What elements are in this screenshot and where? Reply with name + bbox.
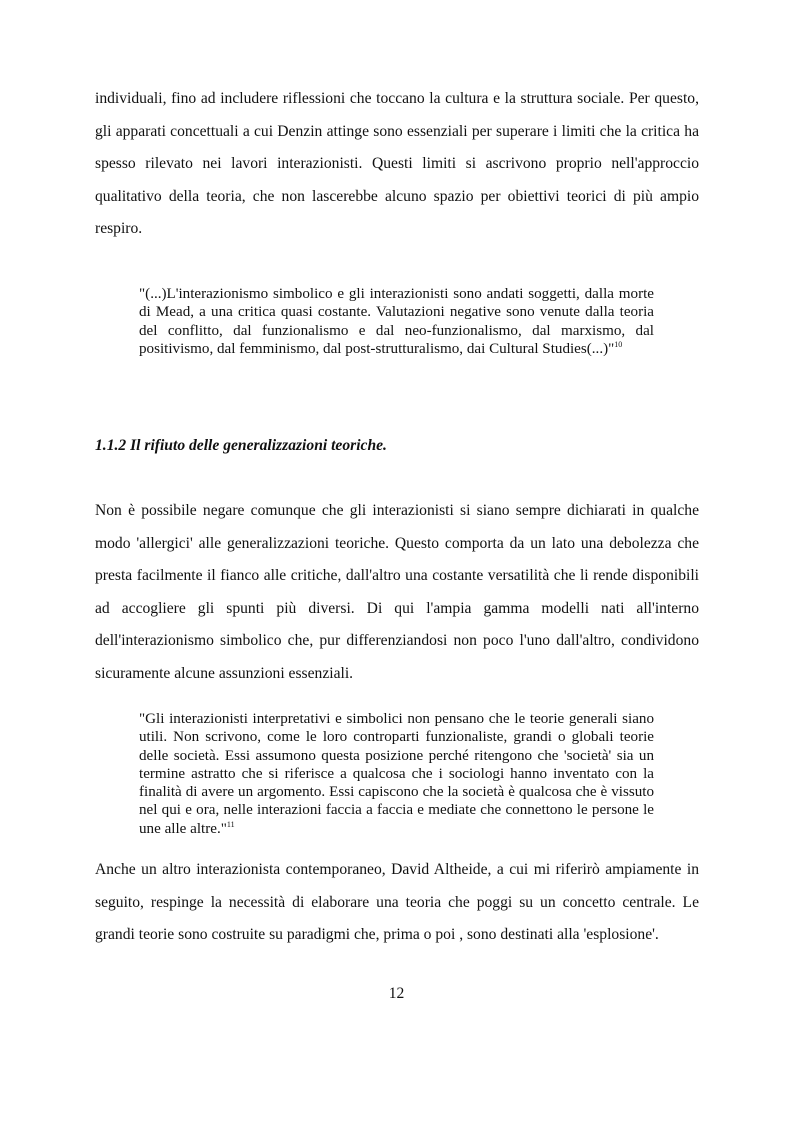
block-quote — [139, 710, 654, 838]
block-quote-text: "Gli interazionisti interpretativi e simbolici non pensano che le teorie generali siano utili. Non scrivono, come le loro controparti funzionaliste, grandi o globali teorie delle società. Essi assumono questa posizione perché ritengono che 'società' sia un termine astratto che si riferisce a qualcosa che i sociologi hanno inventato con la finalità di avere un argomento. Essi capiscono che la società è qualcosa che è vissuto nel qui e ora, nelle interazioni faccia a faccia e mediate che connettono le persone le une alle altre." — [139, 711, 654, 837]
footnote-ref: 10 — [614, 339, 623, 349]
page-number: 12 — [388, 985, 405, 1002]
block-quote-text: "(...)L'interazionismo simbolico e gli interazionisti sono andati soggetti, dalla morte di Mead, a una critica quasi costante. Valutazioni negative sono venute dalla teoria del conflitto, dal funzionalismo e dal neo-funzionalismo, dal marxismo, dal positivismo, dal femminismo, dal post-strutturalismo, dai Cultural Studies(...)" — [139, 286, 654, 357]
section-heading: 1.1.2 Il rifiuto delle generalizzazioni teoriche. — [95, 437, 387, 454]
body-paragraph: individuali, fino ad includere riflessioni che toccano la cultura e la struttura sociale. Per questo, gli apparati concettuali a cui Denzin attinge sono essenziali per superare i limiti che la critica ha spesso rilevato nei lavori interazionisti. Questi limiti si ascrivono proprio nell'approccio qualitativo della teoria, che non lascerebbe alcuno spazio per obiettivi teorici di più ampio respiro. — [95, 90, 699, 238]
body-paragraph: Anche un altro interazionista contemporaneo, David Altheide, a cui mi riferirò ampiamente in seguito, respinge la necessità di elaborare una teoria che poggi su un concetto centrale. Le grandi teorie sono costruite su paradigmi che, prima o poi , sono destinati alla 'esplosione'. — [95, 861, 699, 944]
block-quote — [139, 285, 654, 358]
footnote-ref: 11 — [226, 819, 235, 829]
body-paragraph: Non è possibile negare comunque che gli interazionisti si siano sempre dichiarati in qualche modo 'allergici' alle generalizzazioni teoriche. Questo comporta da un lato una debolezza che presta facilmente il fianco alle critiche, dall'altro una costante versatilità che li rende disponibili ad accogliere gli spunti più diversi. Di qui l'ampia gamma modelli nati all'interno dell'interazionismo simbolico che, pur differenziandosi non poco l'uno dall'altro, condividono sicuramente alcune assunzioni essenziali. — [95, 502, 699, 682]
